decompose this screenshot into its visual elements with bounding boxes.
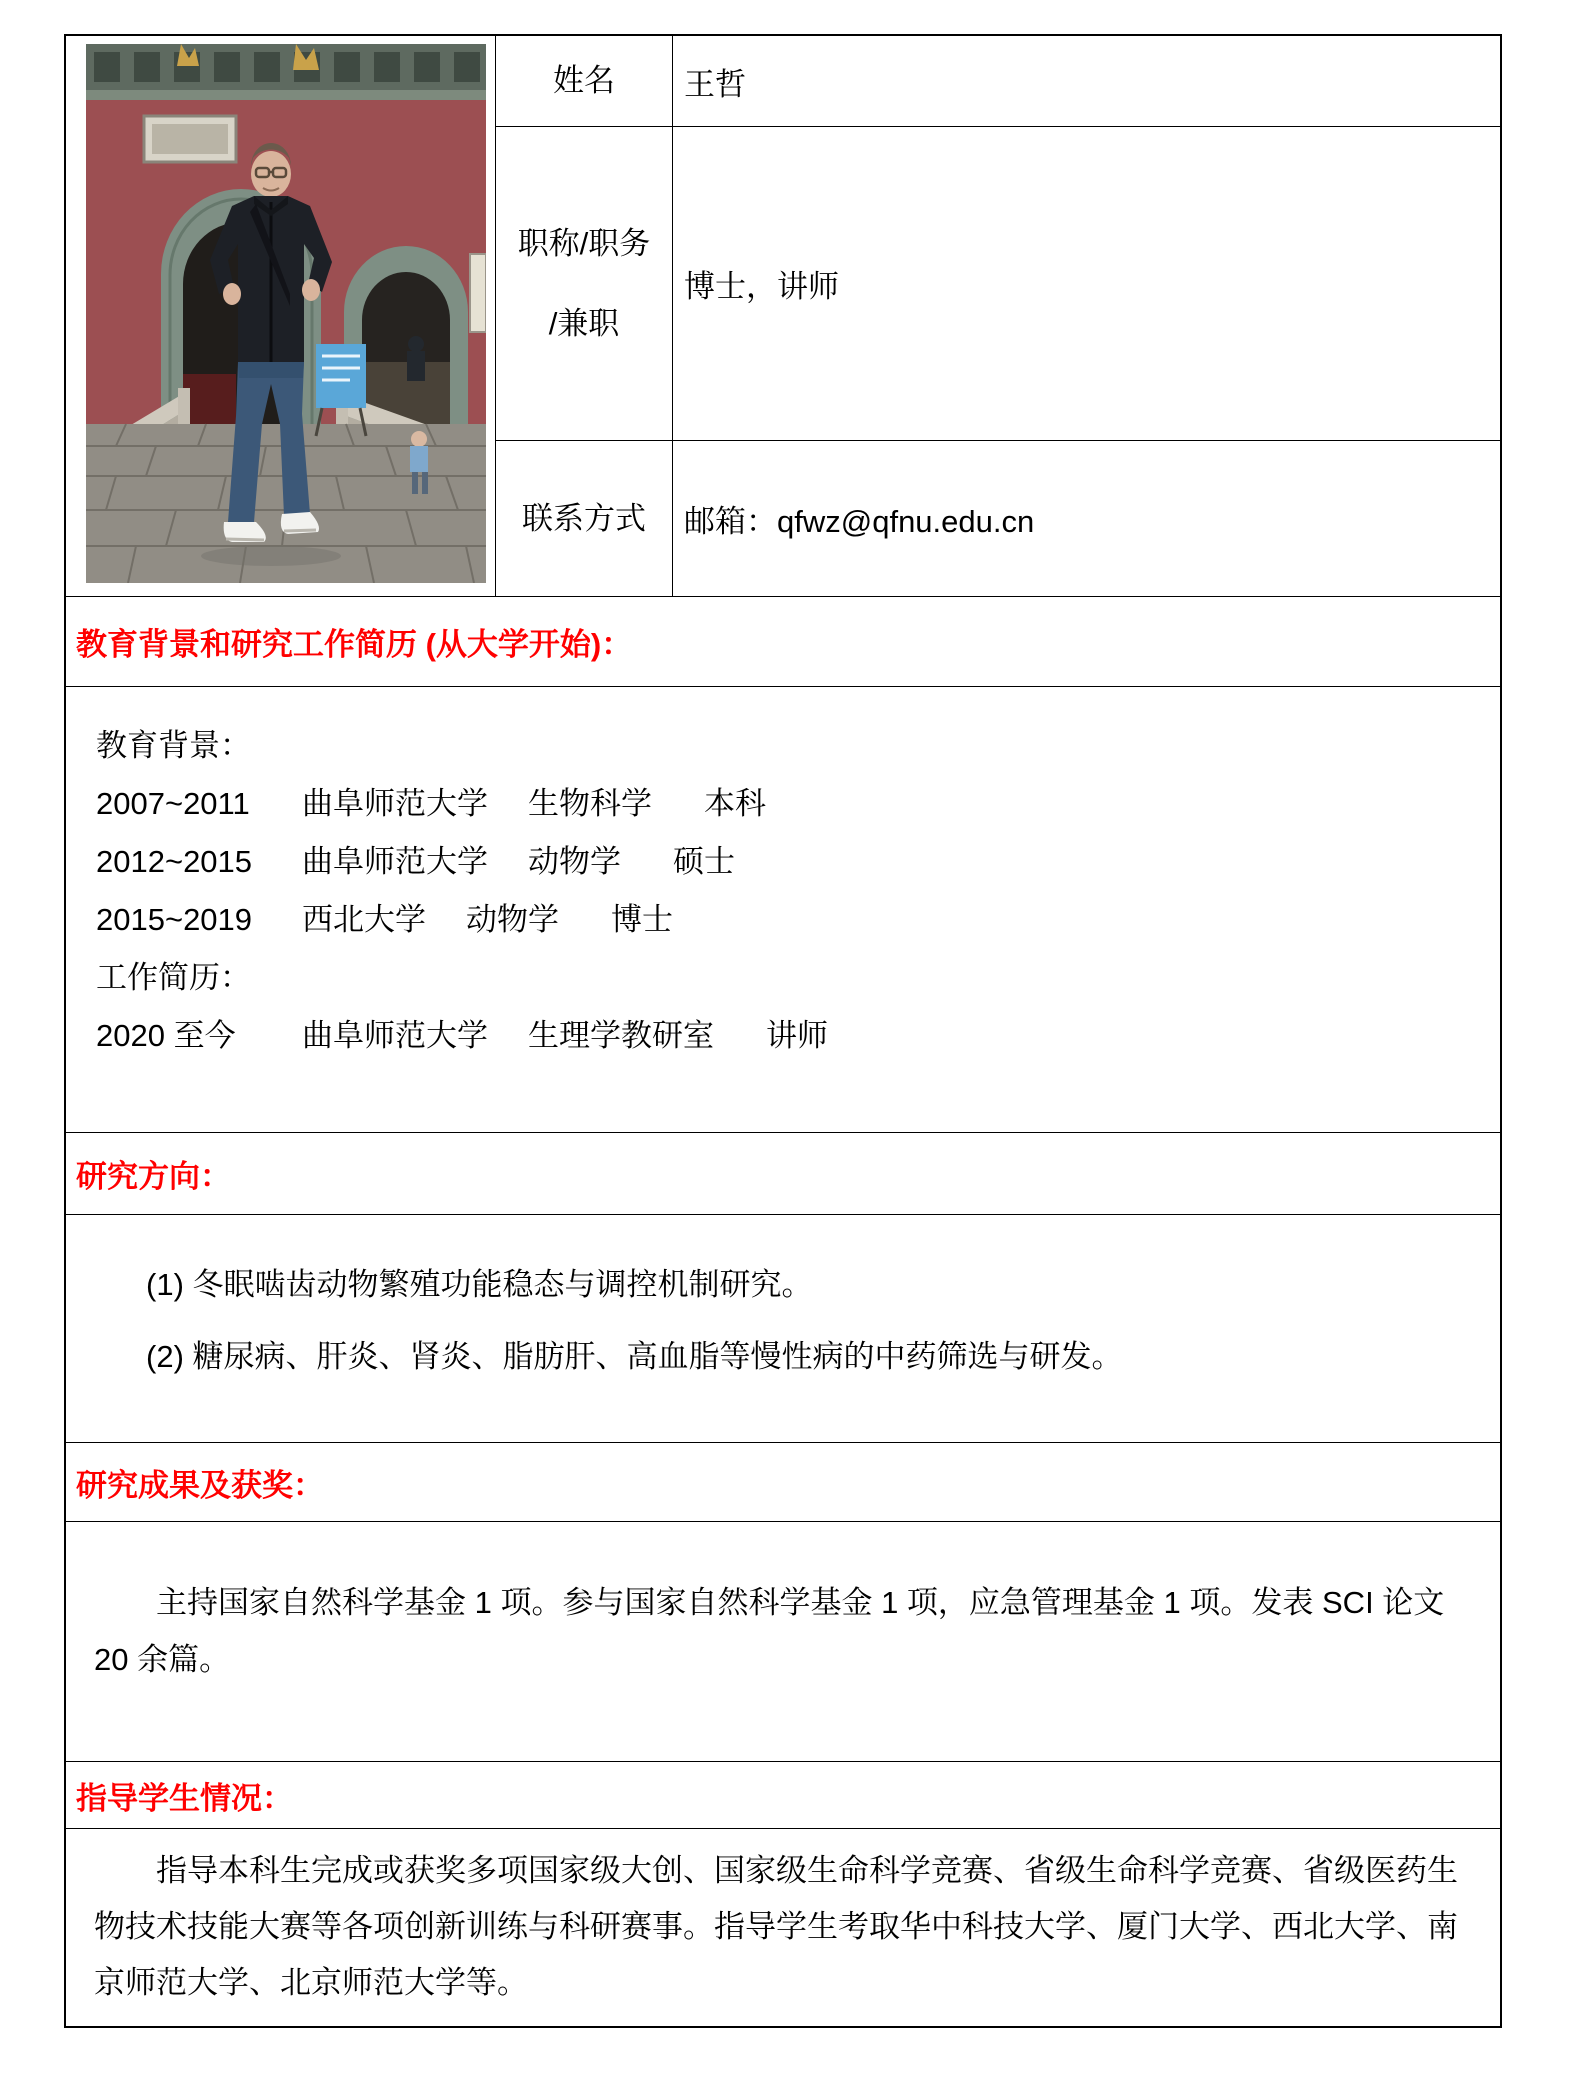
education-degree: 本科 — [704, 786, 766, 821]
profile-table — [64, 34, 1502, 2028]
research-directions-body — [66, 1214, 1500, 1442]
name-label-text: 姓名 — [553, 63, 615, 99]
title-label-line1: 职称/职务 — [517, 226, 651, 262]
education-row — [96, 891, 1480, 949]
title-label-line2: /兼职 — [548, 305, 620, 341]
contact-label — [496, 440, 673, 596]
research-item: (1) 冬眠啮齿动物繁殖功能稳态与调控机制研究。 — [146, 1267, 813, 1302]
work-row — [96, 1007, 1480, 1065]
contact-label-text: 联系方式 — [522, 500, 646, 536]
education-history-header-text: 教育背景和研究工作简历 (从大学开始)： — [76, 627, 633, 662]
research-item: (2) 糖尿病、肝炎、肾炎、脂肪肝、高血脂等慢性病的中药筛选与研发。 — [146, 1339, 1123, 1374]
contact-email-text: 邮箱：qfwz@qfnu.edu.cn — [684, 504, 1035, 539]
title-value — [673, 126, 1500, 440]
education-field: 动物学 — [528, 844, 621, 879]
name-label — [496, 36, 673, 126]
research-directions-header-text: 研究方向： — [76, 1159, 231, 1194]
student-guidance-text: 指导本科生完成或获奖多项国家级大创、国家级生命科学竞赛、省级生命科学竞赛、省级医药生物技术技能大赛等各项创新训练与科研赛事。指导学生考取华中科技大学、厦门大学、西北大学、南京师范大学、北京师范大学等。 — [94, 1853, 1458, 2000]
education-degree: 博士 — [611, 902, 673, 937]
education-row — [96, 775, 1480, 833]
work-field: 生理学教研室 — [528, 1018, 714, 1053]
education-org: 西北大学 — [302, 902, 426, 937]
education-field: 动物学 — [466, 902, 559, 937]
basic-info-section — [66, 36, 1500, 596]
research-directions-header — [66, 1132, 1500, 1214]
education-period: 2007~2011 — [96, 786, 250, 821]
education-degree: 硕士 — [673, 844, 735, 879]
name-value — [673, 36, 1500, 126]
achievements-header-text: 研究成果及获奖： — [76, 1467, 324, 1503]
education-org: 曲阜师范大学 — [302, 844, 488, 879]
photo-cell — [66, 36, 496, 596]
education-period: 2012~2015 — [96, 844, 253, 879]
achievements-header — [66, 1442, 1500, 1521]
education-history-body — [66, 686, 1500, 1132]
faculty-photo — [86, 44, 486, 583]
contact-value — [673, 440, 1500, 596]
work-title: 讲师 — [766, 1018, 828, 1053]
student-guidance-header-text: 指导学生情况： — [76, 1780, 293, 1816]
education-field: 生物科学 — [528, 786, 652, 821]
student-guidance-header — [66, 1761, 1500, 1828]
work-subtitle: 工作简历： — [96, 960, 251, 995]
name-value-text: 王哲 — [684, 66, 746, 102]
education-row — [96, 833, 1480, 891]
achievements-body — [66, 1521, 1500, 1761]
work-period: 2020 至今 — [96, 1018, 236, 1053]
title-value-text: 博士，讲师 — [684, 269, 839, 304]
faculty-photo-illustration — [86, 44, 486, 583]
title-label — [496, 126, 673, 440]
achievements-text: 主持国家自然科学基金 1 项。参与国家自然科学基金 1 项，应急管理基金 1 项。发表 SCI 论文 20 余篇。 — [94, 1585, 1445, 1677]
education-org: 曲阜师范大学 — [302, 786, 488, 821]
education-period: 2015~2019 — [96, 902, 253, 937]
student-guidance-body — [66, 1828, 1500, 2026]
education-subtitle: 教育背景： — [96, 728, 251, 763]
work-org: 曲阜师范大学 — [302, 1018, 488, 1053]
education-history-header — [66, 596, 1500, 686]
